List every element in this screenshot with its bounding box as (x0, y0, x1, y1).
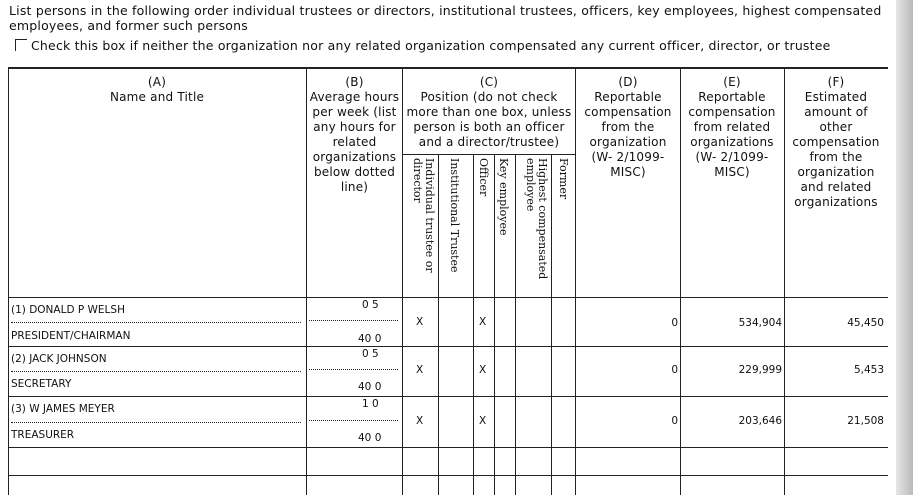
trustee-check-mark: X (416, 316, 424, 328)
table-left-border (8, 67, 9, 495)
related-hours-value: 40 0 (358, 381, 382, 393)
trustee-check-mark: X (416, 364, 424, 376)
no-compensation-checkbox[interactable] (15, 39, 27, 51)
comp-org-value: 0 (671, 364, 678, 376)
column-b-header (309, 75, 400, 195)
comp-related-value: 203,646 (738, 415, 782, 427)
column-divider (402, 67, 403, 495)
dotted-line (309, 369, 398, 370)
person-title: SECRETARY (11, 378, 72, 390)
position-divider (473, 154, 474, 495)
position-divider (515, 154, 516, 495)
column-b-title: Average hours per week (list any hours for related organizations below dotted line) (309, 90, 400, 194)
table-top-border (8, 67, 888, 69)
person-title: TREASURER (11, 429, 75, 441)
officer-check-mark: X (479, 415, 487, 427)
position-key-employee: Key employee (497, 158, 510, 236)
header-bottom-border (8, 297, 888, 298)
column-d-letter: (D) (618, 75, 638, 89)
column-divider (784, 67, 785, 495)
officer-check-mark: X (479, 316, 487, 328)
dotted-line (11, 371, 301, 372)
position-divider (438, 154, 439, 495)
column-e-letter: (E) (723, 75, 741, 89)
position-former: Former (557, 158, 570, 200)
dotted-line (309, 420, 398, 421)
hours-value: 1 0 (362, 398, 379, 410)
column-f-header (786, 75, 886, 210)
column-divider (575, 67, 576, 495)
comp-org-value: 0 (671, 317, 678, 329)
position-institutional-trustee: Institutional Trustee (448, 158, 461, 273)
person-name: (2) JACK JOHNSON (11, 353, 107, 365)
comp-related-value: 534,904 (738, 317, 782, 329)
position-divider (551, 154, 552, 495)
column-divider (680, 67, 681, 495)
column-e-header (682, 75, 782, 180)
checkbox-label: Check this box if neither the organization nor any related organization compensated any current officer, director, or trustee (31, 38, 831, 53)
other-comp-value: 5,453 (853, 364, 884, 376)
instructions-text: List persons in the following order individual trustees or directors, institutional trustees, officers, key employees, highest compensated employees, and former such persons (9, 3, 882, 33)
column-c-letter: (C) (479, 75, 499, 89)
trustee-check-mark: X (416, 415, 424, 427)
column-c-title: Position (do not check more than one box, unless person is both an officer and a director/trustee) (406, 90, 572, 149)
position-highest-compensated: Highest compensated employee (524, 158, 549, 280)
person-name: (3) W JAMES MEYER (11, 403, 115, 415)
comp-org-value: 0 (671, 415, 678, 427)
column-divider (306, 67, 307, 495)
position-subheader-line (402, 154, 575, 155)
dotted-line (11, 422, 301, 423)
row-divider (8, 447, 888, 448)
dotted-line (309, 320, 398, 321)
person-name: (1) DONALD P WELSH (11, 304, 125, 316)
row-divider (8, 396, 888, 397)
officer-check-mark: X (479, 364, 487, 376)
column-c-header (404, 75, 574, 150)
column-b-letter: (B) (345, 75, 364, 89)
hours-value: 0 5 (362, 299, 379, 311)
other-comp-value: 45,450 (847, 317, 884, 329)
related-hours-value: 40 0 (358, 432, 382, 444)
row-divider (8, 475, 888, 476)
column-d-title: Reportable compensation from the organization (W- 2/1099-MISC) (584, 90, 672, 179)
column-f-letter: (F) (827, 75, 845, 89)
position-divider (494, 154, 495, 495)
column-a-title: Name and Title (109, 90, 205, 104)
column-f-title: Estimated amount of other compensation from the organization and related organizations (792, 90, 880, 209)
column-a-letter: (A) (147, 75, 167, 89)
column-d-header (578, 75, 678, 180)
column-e-title: Reportable compensation from related organizations (W- 2/1099-MISC) (688, 90, 776, 179)
position-individual-trustee: Individual trustee or director (411, 158, 436, 273)
other-comp-value: 21,508 (847, 415, 884, 427)
dotted-line (11, 322, 301, 323)
comp-related-value: 229,999 (738, 364, 782, 376)
page-edge-shadow (896, 0, 913, 495)
person-title: PRESIDENT/CHAIRMAN (11, 330, 131, 342)
row-divider (8, 346, 888, 347)
hours-value: 0 5 (362, 348, 379, 360)
related-hours-value: 40 0 (358, 333, 382, 345)
position-officer: Officer (477, 158, 490, 197)
column-a-header (8, 75, 306, 105)
